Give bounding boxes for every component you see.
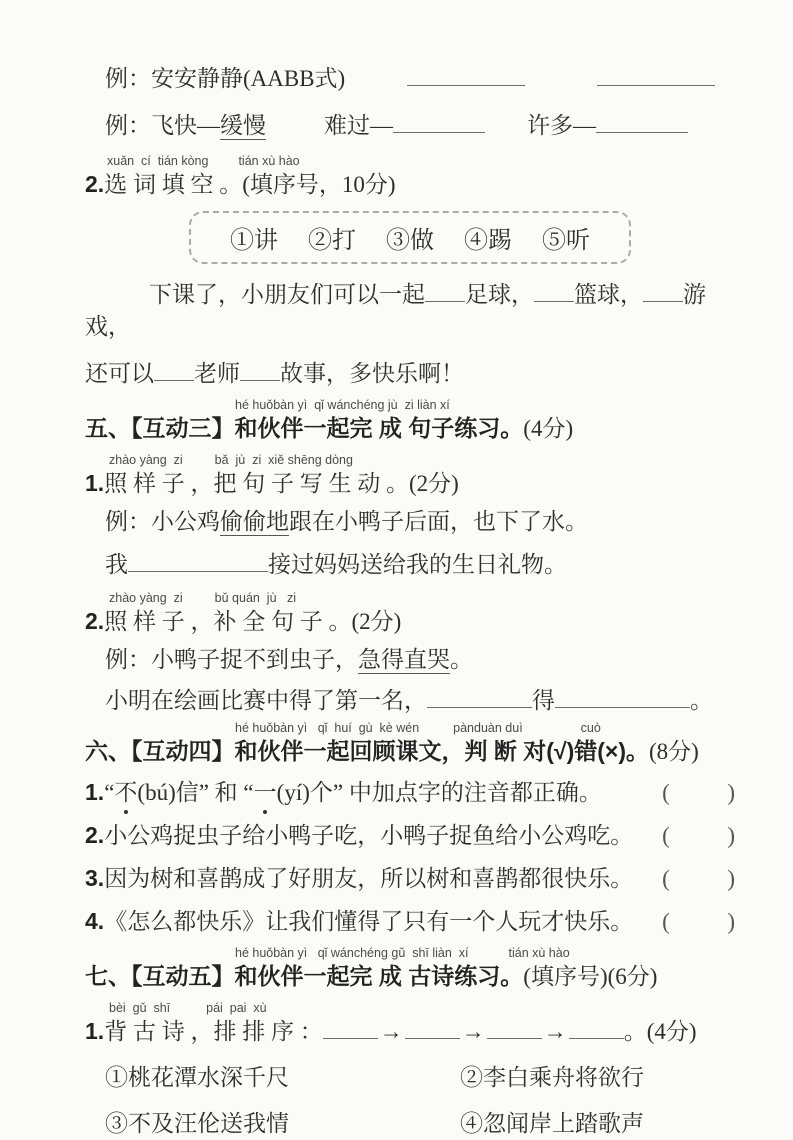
word-option-2: ②打	[308, 228, 356, 254]
five-q1-label-line	[85, 467, 735, 500]
question-number: 1.	[85, 1018, 105, 1044]
pinyin-tianxuhao: tián xù hào	[238, 154, 300, 168]
fill-seg: 故事，多快乐啊！	[280, 361, 464, 386]
answer-sentence	[105, 688, 713, 713]
five-q2-label-line	[85, 605, 735, 638]
answer-prefix: 我	[105, 552, 128, 577]
judgment-bracket: ( )	[662, 909, 735, 934]
fill-sentence-line-1	[85, 278, 735, 343]
poem-line-4: ④忽闻岸上踏歌声	[460, 1111, 644, 1136]
answer-blank	[240, 357, 280, 381]
question-number: 1.	[85, 779, 105, 805]
answer-mid: 得	[532, 688, 555, 713]
fill-seg: 老师	[194, 361, 240, 386]
sentence-end: 。	[623, 1019, 647, 1044]
section-five-title-line	[85, 412, 735, 445]
judgment-bracket: ( )	[662, 866, 735, 891]
answer-sentence	[105, 552, 567, 577]
word-option-3: ③做	[386, 228, 434, 254]
text-part: 小公鸡捉虫子给小鸭子吃，小鸭子捉鱼给小公鸡吃。	[104, 823, 634, 848]
answer-end: 。	[690, 688, 713, 713]
judgment-text	[85, 905, 633, 938]
pinyin-cuo: cuò	[580, 721, 601, 735]
poem-line-2: ②李白乘舟将欲行	[460, 1065, 644, 1090]
pinyin-paipaixu: pái pai xù	[206, 1001, 267, 1015]
antonym-item-2	[527, 109, 688, 142]
five-q1-heading	[85, 453, 735, 500]
word-option-4: ④踢	[464, 228, 512, 254]
question-number: 2.	[85, 608, 105, 634]
judgment-text	[85, 862, 633, 895]
dotted-char: 不	[114, 777, 137, 809]
answer-blank	[596, 109, 688, 133]
pinyin-tianxuhao: tián xù hào	[508, 946, 570, 960]
answer-blank	[393, 109, 485, 133]
question-2-label-line	[85, 168, 735, 201]
text-part: (yí)个” 中加点字的注音都正确。	[276, 780, 602, 805]
five-q2-answer	[85, 684, 735, 717]
question-number: 4.	[85, 908, 105, 934]
text-part: “	[104, 780, 115, 805]
question-score: (2分)	[351, 609, 402, 634]
answer-blank	[569, 1015, 624, 1039]
answer-suffix: 接过妈妈送给我的生日礼物。	[268, 552, 567, 577]
pinyin-line	[85, 1001, 735, 1015]
judgment-item-4	[85, 905, 735, 938]
judgment-bracket: ( )	[662, 823, 735, 848]
pinyin-section-seven-a: hé huǒbàn yì qǐ wánchéng gǔ shī liàn xí	[235, 946, 469, 960]
section-five-heading	[85, 398, 735, 445]
section-seven-title-line	[85, 960, 735, 993]
example-aabb-row	[85, 62, 735, 95]
poem-options	[85, 1062, 735, 1140]
five-q2-example	[85, 644, 735, 676]
question-label: 选 词 填 空 。	[104, 172, 243, 197]
answer-blank	[597, 62, 715, 86]
word-option-1: ①讲	[230, 228, 278, 254]
example-antonym-answer: 缓慢	[220, 113, 266, 138]
answer-blank	[534, 278, 574, 302]
pinyin-xuancitiankong: xuǎn cí tián kòng	[107, 154, 209, 168]
dotted-char: 一	[254, 777, 277, 809]
seven-q1-label-line	[85, 1015, 735, 1048]
example-antonym-prefix: 例：飞快—	[105, 113, 220, 138]
section-title: 六、【互动四】和伙伴一起回顾课文，判 断 对(√)错(×)。	[85, 738, 649, 764]
antonym-label-1: 难过—	[324, 113, 393, 138]
pinyin-line	[85, 398, 735, 412]
pinyin-line	[85, 721, 735, 735]
example-prefix: 例：小鸭子捉不到虫子，	[105, 647, 358, 672]
section-score: (8分)	[648, 739, 699, 764]
example-aabb-label: 例：安安静静(AABB式)	[105, 66, 346, 91]
example-sentence	[105, 647, 473, 672]
fill-seg: 游戏，	[85, 282, 706, 339]
answer-prefix: 小明在绘画比赛中得了第一名，	[105, 688, 427, 713]
pinyin-line	[85, 946, 735, 960]
example-underlined: 偷偷地	[220, 509, 289, 534]
five-q1-example	[85, 506, 735, 538]
fill-seg: 足球，	[465, 282, 534, 307]
section-six-heading	[85, 721, 735, 768]
arrow-glyph: →	[543, 1019, 567, 1044]
question-number: 2.	[85, 171, 105, 197]
section-seven-heading	[85, 946, 735, 993]
judgment-text	[85, 819, 633, 852]
pinyin-zhaoyangzi: zhào yàng zi	[109, 453, 183, 467]
judgment-item-3	[85, 862, 735, 895]
answer-blank	[154, 357, 194, 381]
pinyin-panduandui: pànduàn duì	[453, 721, 523, 735]
arrow-glyph: →	[379, 1019, 403, 1044]
judgment-item-2	[85, 819, 735, 852]
pinyin-line	[85, 154, 735, 168]
section-score: (填序号)(6分)	[523, 964, 658, 989]
fill-seg: 还可以	[85, 361, 154, 386]
judgment-bracket: ( )	[662, 780, 735, 805]
poem-line-1: ①桃花潭水深千尺	[105, 1065, 289, 1090]
poem-line-3: ③不及汪伦送我情	[105, 1111, 289, 1136]
answer-blank	[425, 278, 465, 302]
fill-seg: 下课了，小朋友们可以一起	[149, 282, 425, 307]
question-number: 1.	[85, 470, 105, 496]
question-note: (填序号，10分)	[242, 172, 396, 197]
example-underlined: 急得直哭	[358, 647, 450, 672]
five-q2-heading	[85, 591, 735, 638]
question-label: 照 样 子 ，把 句 子 写 生 动 。	[104, 471, 409, 496]
example-suffix: 。	[450, 647, 473, 672]
section-six-title-line	[85, 735, 735, 768]
pinyin-bajuzi: bǎ jù zi xiě shēng dòng	[214, 453, 353, 467]
question-label: 照 样 子 ，补 全 句 子 。	[104, 609, 352, 634]
question-score: (2分)	[408, 471, 459, 496]
example-antonym-label	[105, 110, 266, 142]
answer-blank	[427, 684, 532, 708]
question-label: 背 古 诗 ，排 排 序 ：	[104, 1019, 323, 1044]
pinyin-buquanjuzi: bǔ quán jù zi	[214, 591, 296, 605]
example-prefix: 例：小公鸡	[105, 509, 220, 534]
pinyin-section-five: hé huǒbàn yì qǐ wánchéng jù zi liàn xí	[235, 398, 450, 412]
pinyin-beigushi: bèi gǔ shī	[109, 1001, 171, 1015]
word-option-5: ⑤听	[542, 228, 590, 254]
pinyin-line	[85, 453, 735, 467]
answer-blank	[323, 1015, 378, 1039]
section-title: 五、【互动三】和伙伴一起完 成 句子练习。	[85, 415, 524, 441]
fill-seg: 篮球，	[574, 282, 643, 307]
pinyin-section-six-a: hé huǒbàn yì qǐ huí gù kè wén	[235, 721, 420, 735]
answer-blank	[405, 1015, 460, 1039]
text-part: 《怎么都快乐》让我们懂得了只有一个人玩才快乐。	[104, 909, 634, 934]
antonym-item-1	[324, 109, 485, 142]
section-title: 七、【互动五】和伙伴一起完 成 古诗练习。	[85, 963, 524, 989]
pinyin-zhaoyangzi: zhào yàng zi	[109, 591, 183, 605]
question-number: 3.	[85, 865, 105, 891]
question-2-heading	[85, 154, 735, 201]
fill-sentence-line-2	[85, 357, 735, 390]
section-score: (4分)	[523, 416, 574, 441]
text-part: 因为树和喜鹊成了好朋友，所以树和喜鹊都很快乐。	[104, 866, 634, 891]
example-suffix: 跟在小鸭子后面，也下了水。	[289, 509, 588, 534]
judgment-item-1	[85, 776, 735, 809]
example-antonym-row	[85, 109, 735, 142]
answer-blank	[128, 548, 268, 572]
arrow-glyph: →	[461, 1019, 485, 1044]
pinyin-line	[85, 591, 735, 605]
word-bank-box	[189, 211, 631, 264]
answer-blank	[487, 1015, 542, 1039]
text-part: (bú)信” 和 “	[137, 780, 254, 805]
answer-blank	[407, 62, 525, 86]
antonym-label-2: 许多—	[527, 113, 596, 138]
answer-blank	[555, 684, 690, 708]
question-number: 2.	[85, 822, 105, 848]
question-score: (4分)	[646, 1019, 697, 1044]
five-q1-answer	[85, 548, 735, 581]
answer-blank	[643, 278, 683, 302]
seven-q1-heading	[85, 1001, 735, 1048]
judgment-text	[85, 776, 602, 809]
example-sentence	[105, 509, 588, 534]
